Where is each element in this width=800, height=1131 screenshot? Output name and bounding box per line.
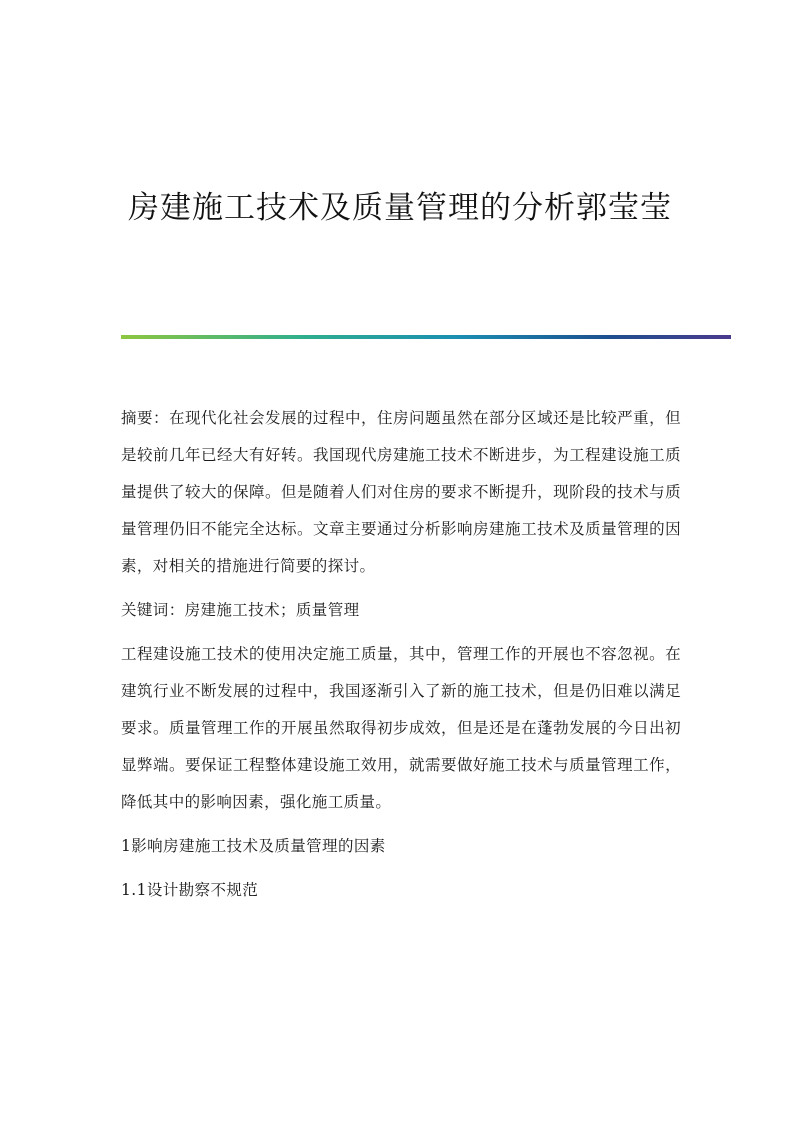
keywords-paragraph: 关键词：房建施工技术；质量管理 bbox=[121, 601, 360, 619]
section-heading-1: 1影响房建施工技术及质量管理的因素 bbox=[121, 837, 386, 855]
document-title: 房建施工技术及质量管理的分析郭莹莹 bbox=[128, 190, 672, 226]
section-heading-1-1: 1.1设计勘察不规范 bbox=[121, 881, 259, 899]
title-divider bbox=[121, 335, 731, 339]
document-body bbox=[121, 400, 681, 909]
intro-paragraph: 工程建设施工技术的使用决定施工质量，其中，管理工作的开展也不容忽视。在建筑行业不断发展的过程中，我国逐渐引入了新的施工技术，但是仍旧难以满足要求。质量管理工作的开展虽然取得初步成效，但是还是在蓬勃发展的今日出初显弊端。要保证工程整体建设施工效用，就需要做好施工技术与质量管理工作，降低其中的影响因素，强化施工质量。 bbox=[121, 645, 681, 811]
abstract-paragraph: 摘要：在现代化社会发展的过程中，住房问题虽然在部分区域还是比较严重，但是较前几年已经大有好转。我国现代房建施工技术不断进步，为工程建设施工质量提供了较大的保障。但是随着人们对住房的要求不断提升，现阶段的技术与质量管理仍旧不能完全达标。文章主要通过分析影响房建施工技术及质量管理的因素，对相关的措施进行简要的探讨。 bbox=[121, 409, 681, 575]
